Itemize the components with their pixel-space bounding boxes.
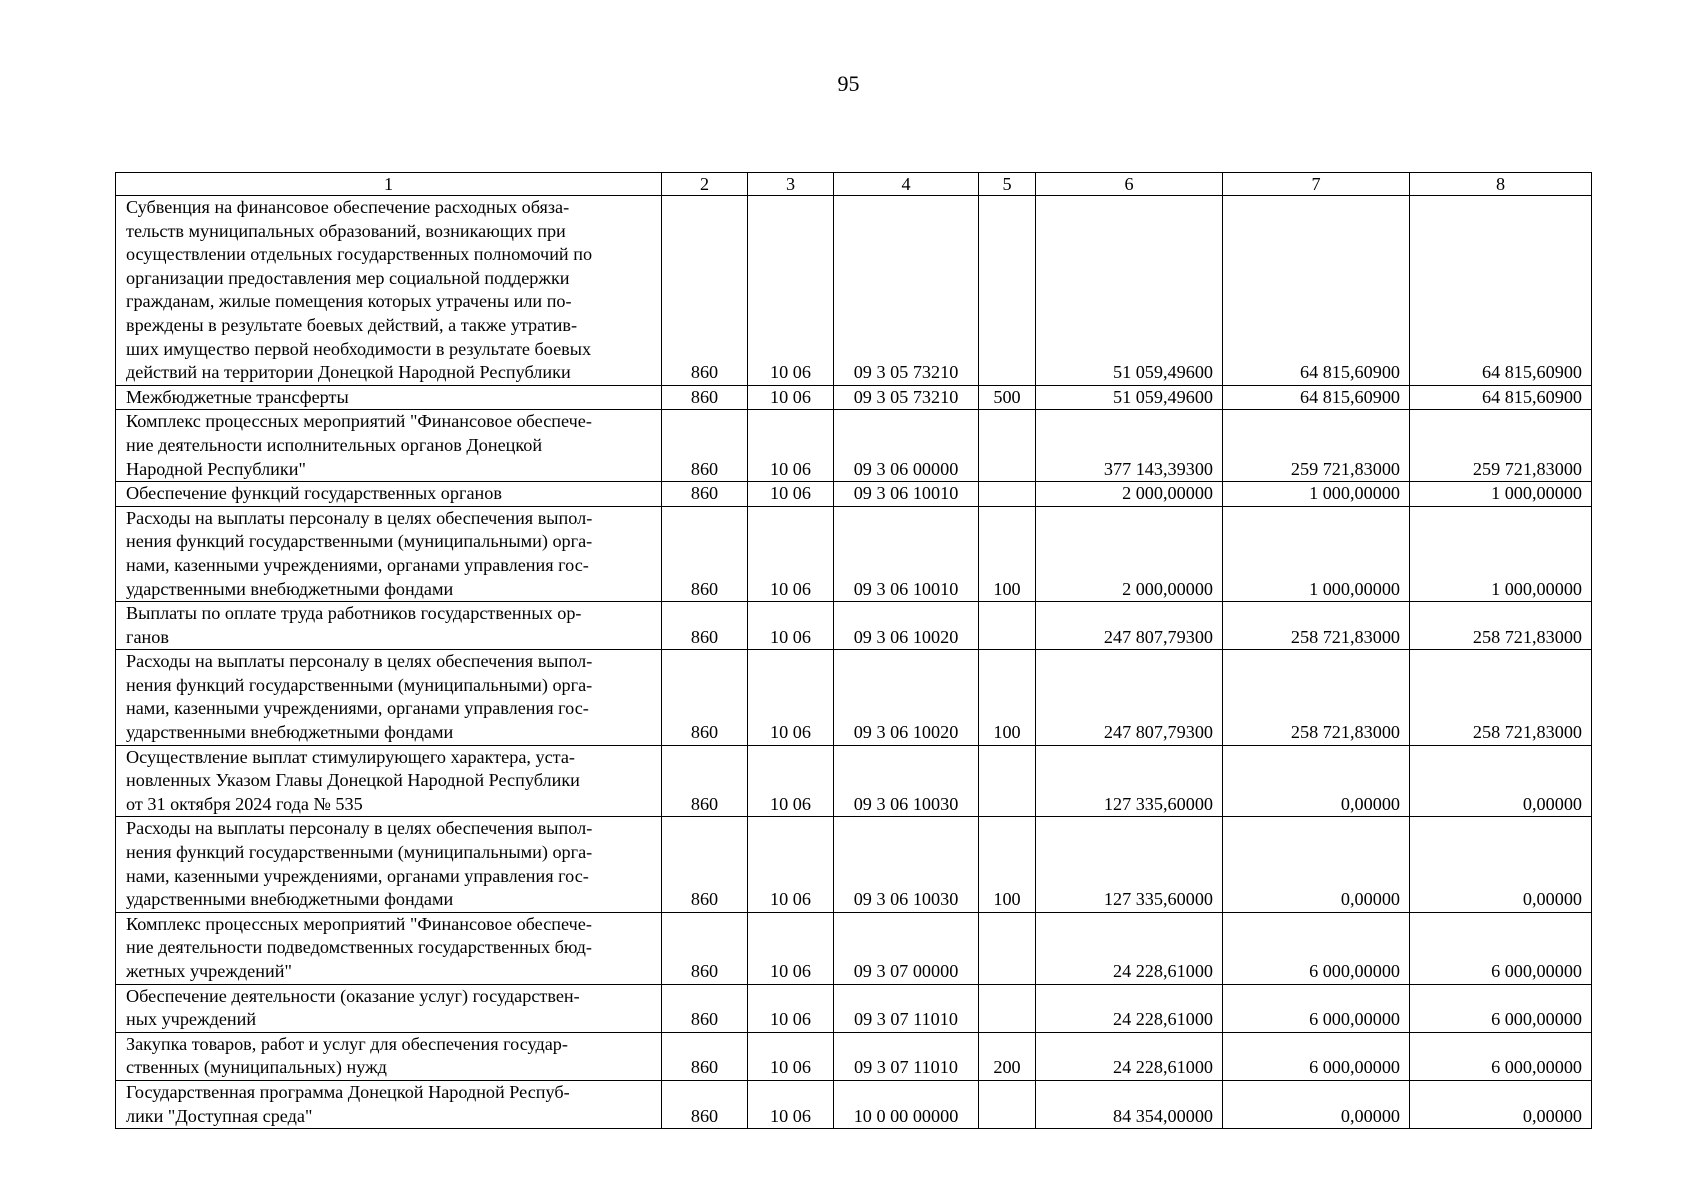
- header-cell: 1: [116, 173, 662, 196]
- cell-expense-type: 100: [979, 817, 1036, 912]
- table-row: [116, 650, 1592, 745]
- cell-target-code: 09 3 07 00000: [834, 912, 979, 984]
- cell-amount-col7: 0,00000: [1223, 745, 1410, 817]
- table-row: [116, 196, 1592, 386]
- cell-amount-col8: 0,00000: [1410, 745, 1592, 817]
- cell-section: 10 06: [748, 650, 834, 745]
- cell-target-code: 09 3 06 10030: [834, 817, 979, 912]
- cell-section: 10 06: [748, 196, 834, 386]
- row-name: Обеспечение деятельности (оказание услуг) государствен- ных учреждений: [116, 984, 662, 1032]
- header-cell: 6: [1036, 173, 1223, 196]
- cell-ministry: 860: [662, 817, 748, 912]
- cell-target-code: 09 3 06 10010: [834, 482, 979, 507]
- cell-amount-col8: 0,00000: [1410, 1080, 1592, 1128]
- row-name: Расходы на выплаты персоналу в целях обеспечения выпол- нения функций государственными (муниципальными) орга- нами, казенными учреждениями, органами управления гос- ударственными внебюджетными фондами: [116, 650, 662, 745]
- cell-amount-col8: 6 000,00000: [1410, 984, 1592, 1032]
- row-name: Комплекс процессных мероприятий "Финансовое обеспече- ние деятельности подведомственных государственных бюд- жетных учреждений": [116, 912, 662, 984]
- table-row: [116, 506, 1592, 601]
- cell-amount-col6: 2 000,00000: [1036, 506, 1223, 601]
- header-cell: 8: [1410, 173, 1592, 196]
- row-name: Межбюджетные трансферты: [116, 385, 662, 410]
- cell-amount-col6: 24 228,61000: [1036, 912, 1223, 984]
- cell-ministry: 860: [662, 196, 748, 386]
- cell-amount-col6: 127 335,60000: [1036, 745, 1223, 817]
- cell-amount-col7: 258 721,83000: [1223, 650, 1410, 745]
- cell-amount-col6: 51 059,49600: [1036, 385, 1223, 410]
- table-row: [116, 385, 1592, 410]
- cell-amount-col6: 24 228,61000: [1036, 1032, 1223, 1080]
- header-cell: 7: [1223, 173, 1410, 196]
- cell-ministry: 860: [662, 912, 748, 984]
- cell-amount-col7: 64 815,60900: [1223, 196, 1410, 386]
- cell-ministry: 860: [662, 602, 748, 650]
- cell-amount-col6: 247 807,79300: [1036, 650, 1223, 745]
- table-row: [116, 1032, 1592, 1080]
- header-cell: 5: [979, 173, 1036, 196]
- cell-section: 10 06: [748, 1080, 834, 1128]
- table-row: [116, 984, 1592, 1032]
- cell-amount-col8: 6 000,00000: [1410, 1032, 1592, 1080]
- cell-target-code: 09 3 05 73210: [834, 385, 979, 410]
- cell-amount-col8: 64 815,60900: [1410, 385, 1592, 410]
- cell-section: 10 06: [748, 410, 834, 482]
- cell-amount-col6: 127 335,60000: [1036, 817, 1223, 912]
- cell-ministry: 860: [662, 410, 748, 482]
- cell-section: 10 06: [748, 506, 834, 601]
- cell-target-code: 10 0 00 00000: [834, 1080, 979, 1128]
- cell-expense-type: [979, 196, 1036, 386]
- table-row: [116, 410, 1592, 482]
- cell-amount-col8: 1 000,00000: [1410, 482, 1592, 507]
- header-cell: 3: [748, 173, 834, 196]
- header-cell: 4: [834, 173, 979, 196]
- cell-expense-type: 100: [979, 506, 1036, 601]
- cell-amount-col6: 24 228,61000: [1036, 984, 1223, 1032]
- row-name: Закупка товаров, работ и услуг для обеспечения государ- ственных (муниципальных) нужд: [116, 1032, 662, 1080]
- cell-amount-col8: 64 815,60900: [1410, 196, 1592, 386]
- cell-section: 10 06: [748, 745, 834, 817]
- cell-amount-col7: 6 000,00000: [1223, 984, 1410, 1032]
- row-name: Осуществление выплат стимулирующего характера, уста- новленных Указом Главы Донецкой Народной Республики от 31 октября 2024 года № 535: [116, 745, 662, 817]
- cell-expense-type: [979, 602, 1036, 650]
- cell-amount-col7: 1 000,00000: [1223, 482, 1410, 507]
- cell-amount-col8: 259 721,83000: [1410, 410, 1592, 482]
- cell-amount-col6: 2 000,00000: [1036, 482, 1223, 507]
- cell-target-code: 09 3 06 00000: [834, 410, 979, 482]
- cell-target-code: 09 3 07 11010: [834, 984, 979, 1032]
- header-row: [116, 173, 1592, 196]
- row-name: Комплекс процессных мероприятий "Финансовое обеспече- ние деятельности исполнительных органов Донецкой Народной Республики": [116, 410, 662, 482]
- table-row: [116, 817, 1592, 912]
- cell-section: 10 06: [748, 912, 834, 984]
- cell-section: 10 06: [748, 482, 834, 507]
- cell-amount-col7: 258 721,83000: [1223, 602, 1410, 650]
- cell-amount-col7: 0,00000: [1223, 817, 1410, 912]
- cell-amount-col7: 6 000,00000: [1223, 1032, 1410, 1080]
- cell-target-code: 09 3 06 10020: [834, 602, 979, 650]
- cell-section: 10 06: [748, 385, 834, 410]
- cell-target-code: 09 3 07 11010: [834, 1032, 979, 1080]
- cell-amount-col7: 6 000,00000: [1223, 912, 1410, 984]
- row-name: Выплаты по оплате труда работников государственных ор- ганов: [116, 602, 662, 650]
- cell-amount-col8: 1 000,00000: [1410, 506, 1592, 601]
- page-number: 95: [837, 71, 860, 96]
- cell-ministry: 860: [662, 1080, 748, 1128]
- cell-expense-type: 200: [979, 1032, 1036, 1080]
- cell-expense-type: [979, 984, 1036, 1032]
- cell-section: 10 06: [748, 1032, 834, 1080]
- cell-amount-col7: 64 815,60900: [1223, 385, 1410, 410]
- cell-expense-type: [979, 1080, 1036, 1128]
- row-name: Государственная программа Донецкой Народной Респуб- лики "Доступная среда": [116, 1080, 662, 1128]
- cell-amount-col8: 6 000,00000: [1410, 912, 1592, 984]
- cell-ministry: 860: [662, 385, 748, 410]
- row-name: Расходы на выплаты персоналу в целях обеспечения выпол- нения функций государственными (муниципальными) орга- нами, казенными учреждениями, органами управления гос- ударственными внебюджетными фондами: [116, 817, 662, 912]
- cell-section: 10 06: [748, 602, 834, 650]
- cell-target-code: 09 3 05 73210: [834, 196, 979, 386]
- budget-table: [115, 172, 1592, 1129]
- cell-ministry: 860: [662, 650, 748, 745]
- cell-ministry: 860: [662, 745, 748, 817]
- cell-section: 10 06: [748, 817, 834, 912]
- table-row: [116, 1080, 1592, 1128]
- row-name: Обеспечение функций государственных органов: [116, 482, 662, 507]
- cell-amount-col6: 51 059,49600: [1036, 196, 1223, 386]
- cell-target-code: 09 3 06 10010: [834, 506, 979, 601]
- cell-amount-col6: 247 807,79300: [1036, 602, 1223, 650]
- cell-amount-col8: 0,00000: [1410, 817, 1592, 912]
- cell-ministry: 860: [662, 984, 748, 1032]
- cell-amount-col7: 1 000,00000: [1223, 506, 1410, 601]
- table-row: [116, 602, 1592, 650]
- cell-target-code: 09 3 06 10020: [834, 650, 979, 745]
- cell-expense-type: [979, 745, 1036, 817]
- cell-expense-type: [979, 410, 1036, 482]
- row-name: Субвенция на финансовое обеспечение расходных обяза- тельств муниципальных образований, возникающих при осуществлении отдельных государственных полномочий по организации предоставления мер социальной поддержки гражданам, жилые помещения которых утрачены или по- вреждены в результате боевых действий, а также утратив- ших имущество первой необходимости в результате боевых действий на территории Донецкой Народной Республики: [116, 196, 662, 386]
- header-cell: 2: [662, 173, 748, 196]
- table-row: [116, 912, 1592, 984]
- cell-amount-col6: 84 354,00000: [1036, 1080, 1223, 1128]
- cell-expense-type: [979, 912, 1036, 984]
- table-row: [116, 745, 1592, 817]
- cell-amount-col8: 258 721,83000: [1410, 650, 1592, 745]
- cell-ministry: 860: [662, 506, 748, 601]
- row-name: Расходы на выплаты персоналу в целях обеспечения выпол- нения функций государственными (муниципальными) орга- нами, казенными учреждениями, органами управления гос- ударственными внебюджетными фондами: [116, 506, 662, 601]
- table-row: [116, 482, 1592, 507]
- cell-amount-col6: 377 143,39300: [1036, 410, 1223, 482]
- cell-expense-type: [979, 482, 1036, 507]
- cell-amount-col7: 0,00000: [1223, 1080, 1410, 1128]
- cell-expense-type: 500: [979, 385, 1036, 410]
- cell-target-code: 09 3 06 10030: [834, 745, 979, 817]
- cell-amount-col8: 258 721,83000: [1410, 602, 1592, 650]
- cell-amount-col7: 259 721,83000: [1223, 410, 1410, 482]
- cell-ministry: 860: [662, 482, 748, 507]
- cell-expense-type: 100: [979, 650, 1036, 745]
- cell-section: 10 06: [748, 984, 834, 1032]
- cell-ministry: 860: [662, 1032, 748, 1080]
